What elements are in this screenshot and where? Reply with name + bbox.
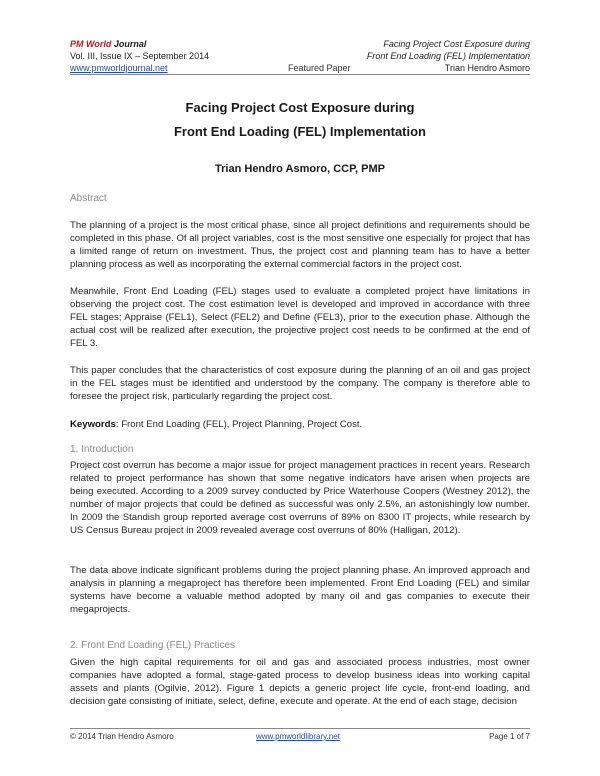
header-divider xyxy=(70,74,530,75)
running-title-line2: Front End Loading (FEL) Implementation xyxy=(366,51,530,61)
journal-name-pm-world: PM World xyxy=(70,39,112,49)
header-left xyxy=(70,38,209,74)
journal-name-journal: Journal xyxy=(113,39,147,49)
section-1-paragraph-1: Project cost overrun has become a major issue for project management practices in recent years. Research related to project performance has shown that some negative indicators have arisen when projects are being executed. According to a 2009 survey conducted by Price Waterhouse Coopers (Westney 2012), the number of major projects that could be defined as successful was only 2.5%, an astonishingly low number. In 2009 the Standish group reported average cost overruns of 89% on 8300 IT projects, while research by US Census Bureau project in 2009 revealed average cost overruns of 80% (Halligan, 2012). xyxy=(70,460,530,536)
abstract-paragraph-1: The planning of a project is the most critical phase, since all project definitions and requirements should be completed in this phase. Of all project variables, cost is the most sensitive one especially for project that has a limited range of return on investment. Thus, the project cost and planning team has to have a better planning process as well as incorporating the external commercial factors in the project cost. xyxy=(70,220,530,270)
section-1-heading: 1. Introduction xyxy=(70,444,134,455)
page-header xyxy=(70,38,530,74)
journal-volume: Vol. III, Issue IX – September 2014 xyxy=(70,51,210,61)
abstract-paragraph-2: Meanwhile, Front End Loading (FEL) stages used to evaluate a completed project have limitations in observing the project cost. The cost estimation level is developed and improved in accordance with three FEL stages; Appraise (FEL1), Select (FEL2) and Define (FEL3), prior to the execution phase. Although the actual cost will be realized after execution, the projective project cost needs to be confirmed at the end of FEL 3. xyxy=(70,286,530,349)
section-2-heading: 2. Front End Loading (FEL) Practices xyxy=(70,640,236,651)
footer-divider xyxy=(70,728,530,729)
paper-title-line2: Front End Loading (FEL) Implementation xyxy=(173,124,427,139)
running-author: Trian Hendro Asmoro xyxy=(444,63,530,73)
footer-page-number: Page 1 of 7 xyxy=(489,732,530,741)
footer-url-link[interactable]: www.pmworldlibrary.net xyxy=(256,732,340,741)
keywords-text: : Front End Loading (FEL), Project Planning, Project Cost. xyxy=(115,419,363,430)
paper-author: Trian Hendro Asmoro, CCP, PMP xyxy=(215,163,385,175)
section-1-paragraph-2: The data above indicate significant problems during the project planning phase. An improved approach and analysis in planning a megaproject has therefore been implemented. Front End Loading (FEL) and similar systems have become a valuable method adopted by many oil and gas companies to execute their megaprojects. xyxy=(70,565,530,615)
journal-name xyxy=(70,38,209,50)
running-title-line1: Facing Project Cost Exposure during xyxy=(383,39,530,49)
abstract-paragraph-3: This paper concludes that the characteristics of cost exposure during the planning of an oil and gas project in the FEL stages must be identified and understood by the company. The company is therefore able to foresee the project risk, particularly regarding the project cost. xyxy=(70,365,530,402)
header-right xyxy=(367,38,530,74)
abstract-heading: Abstract xyxy=(70,193,107,204)
section-2-paragraph-1: Given the high capital requirements for oil and gas and associated process industries, most owner companies have adopted a formal, stage-gated process to develop business ideas into working capital assets and plants (Ogilvie, 2012). Figure 1 depicts a generic project life cycle, front-end loading, and decision gate consisting of initiate, select, define, execute and operate. At the end of each stage, decision xyxy=(70,657,530,707)
journal-url-link[interactable]: www.pmworldjournal.net xyxy=(70,63,168,73)
keywords-label: Keywords xyxy=(70,419,116,430)
paper-title xyxy=(70,96,530,144)
footer-copyright: © 2014 Trian Hendro Asmoro xyxy=(70,732,174,741)
section-label: Featured Paper xyxy=(288,63,351,73)
paper-title-line1: Facing Project Cost Exposure during xyxy=(185,100,415,115)
keywords-line xyxy=(70,418,530,431)
